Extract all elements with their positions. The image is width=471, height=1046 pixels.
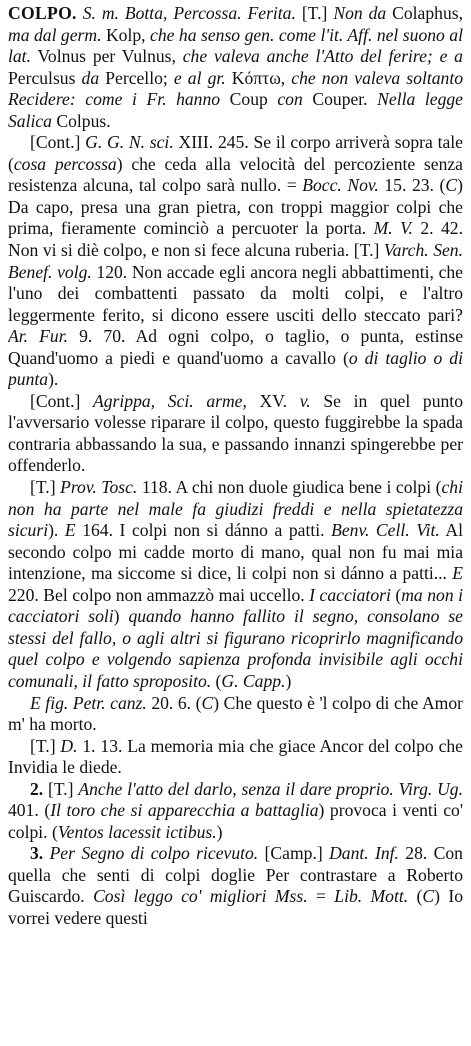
text-segment: 220. Bel colpo non ammazzò mai uccello. (8, 584, 310, 605)
dictionary-page (8, 0, 463, 1043)
text-segment: ) Da capo, presa una gran pietra, con troppi maggior colpi che prima, fieramente cominciò a percuoter la porta. (8, 175, 463, 239)
text-segment: Perculsus (8, 67, 82, 88)
text-segment: Agrippa, Sci. arme, (93, 390, 247, 411)
text-segment: E (452, 563, 463, 584)
text-segment: = (307, 886, 335, 907)
entry-prov-tosc (8, 477, 463, 692)
text-segment: da (81, 67, 100, 88)
text-segment: Couper. (302, 89, 378, 110)
text-segment: ) (285, 670, 292, 691)
text-segment: C (201, 692, 214, 713)
text-segment: che non valeva soltanto Recidere: come i Fr. hanno (8, 67, 463, 110)
text-segment: 2. 42. Non vi si diè colpo, e non si fece alcuna ruberia. [T.] (8, 218, 463, 261)
entry-main (8, 3, 463, 132)
text-segment: XV. (246, 390, 300, 411)
text-segment: [T.] (30, 477, 61, 498)
text-segment: E fig. Petr. canz. (30, 692, 147, 713)
text-segment: Prov. Tosc. (60, 477, 138, 498)
text-segment: Kolp, (101, 24, 151, 45)
text-segment: ) Che questo è 'l colpo di che Amor m' ha morto. (8, 692, 463, 735)
text-segment: I cacciatori (309, 584, 391, 605)
entry-sense-2 (8, 779, 463, 844)
text-segment: ma dal germ. (8, 24, 102, 45)
text-segment: chi non ha parte nel male fa giudizi freddi e nella spietatezza sicuri (8, 477, 463, 541)
text-segment: XIII. 245. Se il corpo arriverà sopra tale ( (8, 132, 463, 174)
entry-cont-agrippa (8, 391, 463, 477)
text-segment: [Cont.] (30, 132, 86, 153)
text-segment: 28. Con quella che senti di colpi doglie Per contrastare a Roberto Guiscardo. (8, 843, 463, 907)
text-segment: ) che ceda alla velocità del percoziente senza resistenza alcuna, tal colpo sarà nullo. = (8, 153, 463, 196)
text-segment: Colaphus, (386, 3, 463, 23)
text-segment: v. (299, 390, 311, 411)
text-segment: Volnus per Vulnus, (30, 46, 183, 67)
text-segment: Colpus. (51, 110, 111, 131)
text-segment: che ha senso gen. come l'it. Aff. nel suono al lat. (8, 24, 463, 67)
text-segment: 15. 23. ( (378, 175, 446, 196)
text-segment: [Camp.] (258, 843, 330, 864)
text-segment: Benv. Cell. Vit. (331, 520, 440, 541)
text-segment: M. V. (373, 218, 413, 239)
text-segment: 164. I colpi non si dánno a patti. (75, 520, 332, 541)
text-segment: Varch. Sen. Benef. volg. (8, 240, 463, 282)
text-segment: G. G. N. sci. (85, 132, 174, 153)
text-segment: S. m. Botta, Percossa. Ferita. (76, 3, 296, 23)
text-segment: Non da (333, 3, 387, 23)
text-segment: ( (390, 584, 402, 605)
text-segment: e al gr. (173, 67, 226, 88)
text-segment: D. (60, 735, 78, 756)
text-segment: [T.] (295, 3, 334, 23)
entry-fig-petr (8, 693, 463, 736)
text-segment: 9. 70. Ad ogni colpo, o taglio, o punta, estinse Quand'uomo a piedi e quand'uomo a cavallo ( (8, 326, 463, 368)
text-segment: Nella legge Salica (8, 89, 463, 131)
text-segment: Κόπτω, (225, 67, 292, 88)
text-segment: Bocc. Nov. (302, 175, 379, 196)
text-segment: [T.] (30, 735, 61, 756)
text-segment: o di taglio o di punta (8, 347, 463, 390)
text-segment: Anche l'atto del darlo, senza il dare proprio. Virg. Ug. (78, 778, 463, 799)
text-segment: cosa percossa (13, 153, 117, 174)
text-segment: COLPO. (8, 3, 77, 23)
text-segment: Ventos lacessit ictibus. (57, 821, 217, 842)
text-segment: Coup (220, 89, 278, 110)
text-segment: Così leggo co' migliori Mss. (93, 886, 308, 907)
text-segment: 118. A chi non duole giudica bene i colpi ( (137, 477, 442, 498)
text-segment: quando hanno fallito il segno, consolano se stessi del fallo, o agli altri si figurano ricoprirlo magnificando quel colpo e volgendo sapienza profonda invisibile agli occhi comunali, il fatto sproposito. (8, 606, 463, 691)
text-segment: [T.] (43, 778, 79, 799)
text-segment: 2. (30, 778, 44, 799)
text-segment: 401. ( (8, 800, 51, 821)
text-segment: C (422, 886, 435, 907)
text-segment: Il toro che si apparecchia a battaglia (50, 800, 319, 821)
text-segment: ( (211, 670, 222, 691)
text-segment: ) (216, 821, 223, 842)
text-segment: Se in quel punto l'avversario volesse riparare il colpo, questo fuggirebbe la spada contraria abbassando la sua, e passando innanzi spingerebbe per offenderlo. (8, 390, 463, 476)
text-segment: [Cont.] (30, 390, 94, 411)
text-segment: che valeva anche l'Atto del ferire; e a (182, 46, 463, 67)
text-segment: 1. 13. La memoria mia che giace Ancor del colpo che Invidia le diede. (8, 735, 463, 778)
text-segment: E (64, 520, 76, 541)
text-segment: Per Segno di colpo ricevuto. (49, 843, 259, 864)
text-segment: ) (113, 606, 129, 627)
text-segment: 20. 6. ( (146, 692, 202, 713)
text-segment: con (277, 89, 303, 110)
entry-cont-ggn (8, 132, 463, 391)
text-segment: ) provoca i venti co' colpi. ( (8, 800, 463, 842)
text-segment: Ar. Fur. (8, 326, 68, 347)
entry-sense-3 (8, 843, 463, 929)
text-segment: ). (48, 369, 59, 390)
text-segment: 3. (30, 843, 44, 864)
text-segment: Percello; (99, 67, 174, 88)
text-segment: ( (408, 886, 423, 907)
text-segment: G. Capp. (221, 670, 286, 691)
text-segment: ma non i cacciatori soli (8, 584, 463, 627)
entry-dante (8, 736, 463, 779)
text-segment: C (445, 175, 458, 196)
text-segment: ). (48, 520, 65, 541)
text-segment: Al secondo colpo mi cadde morto di mano, qual non fu mai mia intenzione, ma siccome si dice, li colpi non si dánno a patti... (8, 520, 463, 584)
text-segment: Dant. Inf. (329, 843, 399, 864)
text-segment: ) Io vorrei vedere questi (8, 886, 463, 928)
text-segment: 120. Non accade egli ancora negli abbattimenti, che l'uno dei combattenti passato da molti colpi, e l'altro leggermente ferito, si dicono essere usciti dello steccato pari? (8, 261, 463, 325)
text-segment: Lib. Mott. (334, 886, 409, 907)
